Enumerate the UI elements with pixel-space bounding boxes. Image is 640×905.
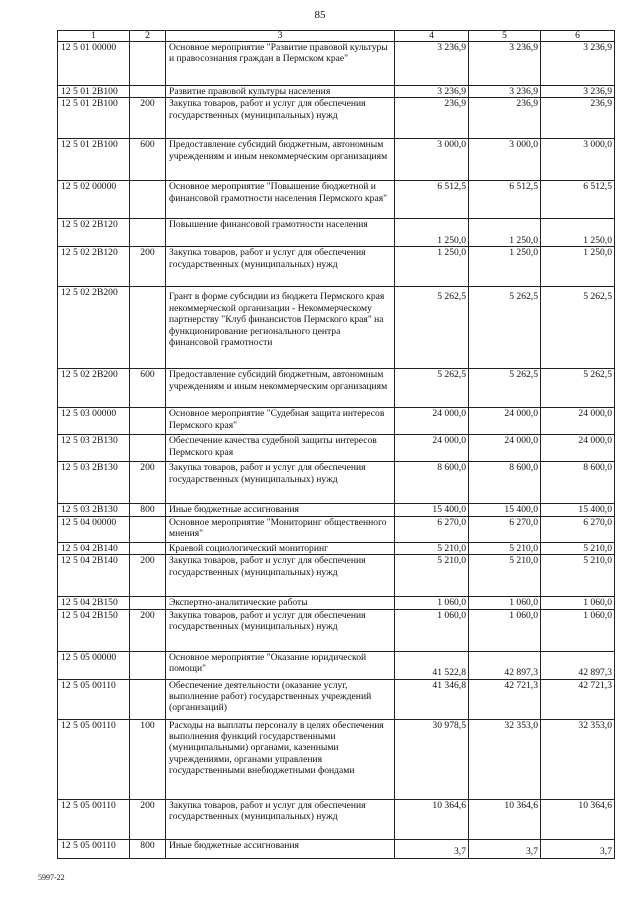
expense-type-code: 200 (130, 247, 166, 287)
amount-col-4: 24 000,0 (395, 435, 469, 462)
amount-col-5: 236,9 (469, 98, 541, 139)
item-name: Основное мероприятие "Мониторинг общественного мнения" (166, 516, 395, 542)
amount-col-6: 1 060,0 (541, 609, 615, 651)
table-header-row (58, 31, 615, 42)
amount-col-6: 5 262,5 (541, 369, 615, 408)
amount-col-6: 6 270,0 (541, 516, 615, 542)
table-row (58, 839, 615, 858)
page-number: 85 (314, 9, 326, 21)
amount-col-6: 6 512,5 (541, 181, 615, 219)
amount-col-4: 8 600,0 (395, 462, 469, 504)
table-row (58, 597, 615, 609)
table-row (58, 98, 615, 139)
header-cell: 1 (58, 31, 130, 42)
header-cell: 5 (469, 31, 541, 42)
expense-type-code (130, 542, 166, 554)
table-row (58, 679, 615, 719)
expense-type-code (130, 597, 166, 609)
amount-col-5: 10 364,6 (469, 799, 541, 839)
table-row (58, 609, 615, 651)
target-article-code: 12 5 03 2В130 (58, 504, 130, 516)
amount-col-6: 1 250,0 (541, 219, 615, 247)
expense-type-code (130, 516, 166, 542)
expense-type-code: 600 (130, 369, 166, 408)
amount-col-5: 5 210,0 (469, 542, 541, 554)
item-name: Основное мероприятие "Развитие правовой культуры и правосознания граждан в Пермском крае" (166, 42, 395, 86)
amount-col-4: 3 000,0 (395, 139, 469, 181)
amount-col-6: 3,7 (541, 839, 615, 858)
target-article-code: 12 5 03 2В130 (58, 462, 130, 504)
amount-col-5: 32 353,0 (469, 719, 541, 799)
expense-type-code: 800 (130, 504, 166, 516)
expense-type-code (130, 42, 166, 86)
table-row (58, 719, 615, 799)
target-article-code: 12 5 01 2В100 (58, 86, 130, 98)
amount-col-6: 42 721,3 (541, 679, 615, 719)
amount-col-5: 1 060,0 (469, 597, 541, 609)
amount-col-4: 24 000,0 (395, 408, 469, 435)
target-article-code: 12 5 05 00110 (58, 839, 130, 858)
item-name: Предоставление субсидий бюджетным, автономным учреждениям и иным некоммерческим организациям (166, 139, 395, 181)
target-article-code: 12 5 04 00000 (58, 516, 130, 542)
table-row (58, 369, 615, 408)
amount-col-5: 3 236,9 (469, 42, 541, 86)
item-name: Краевой социологический мониторинг (166, 542, 395, 554)
amount-col-5: 3 000,0 (469, 139, 541, 181)
table-row (58, 287, 615, 369)
item-name: Закупка товаров, работ и услуг для обеспечения государственных (муниципальных) нужд (166, 247, 395, 287)
amount-col-6: 1 060,0 (541, 597, 615, 609)
target-article-code: 12 5 02 2В200 (58, 369, 130, 408)
item-name: Закупка товаров, работ и услуг для обеспечения государственных (муниципальных) нужд (166, 609, 395, 651)
target-article-code: 12 5 01 2В100 (58, 139, 130, 181)
amount-col-5: 42 897,3 (469, 651, 541, 679)
expense-type-code (130, 408, 166, 435)
amount-col-4: 5 262,5 (395, 287, 469, 369)
amount-col-5: 5 262,5 (469, 369, 541, 408)
table-row (58, 462, 615, 504)
amount-col-4: 5 210,0 (395, 542, 469, 554)
table-row (58, 435, 615, 462)
amount-col-6: 3 000,0 (541, 139, 615, 181)
item-name: Расходы на выплаты персоналу в целях обеспечения выполнения функций государственными (муниципальными) органами, казенными учреждениями, органами управления государственными внебюджетными фондами (166, 719, 395, 799)
amount-col-4: 236,9 (395, 98, 469, 139)
amount-col-5: 8 600,0 (469, 462, 541, 504)
amount-col-6: 5 210,0 (541, 555, 615, 597)
target-article-code: 12 5 02 00000 (58, 181, 130, 219)
target-article-code: 12 5 04 2В140 (58, 555, 130, 597)
amount-col-6: 42 897,3 (541, 651, 615, 679)
target-article-code: 12 5 02 2В120 (58, 247, 130, 287)
expense-type-code: 200 (130, 98, 166, 139)
item-name: Повышение финансовой грамотности населения (166, 219, 395, 247)
amount-col-4: 5 262,5 (395, 369, 469, 408)
item-name: Основное мероприятие "Повышение бюджетной и финансовой грамотности населения Пермского края" (166, 181, 395, 219)
table-row (58, 247, 615, 287)
target-article-code: 12 5 01 00000 (58, 42, 130, 86)
amount-col-5: 5 262,5 (469, 287, 541, 369)
table-row (58, 516, 615, 542)
target-article-code: 12 5 04 2В150 (58, 597, 130, 609)
header-cell: 6 (541, 31, 615, 42)
target-article-code: 12 5 05 00110 (58, 679, 130, 719)
item-name: Предоставление субсидий бюджетным, автономным учреждениям и иным некоммерческим организациям (166, 369, 395, 408)
target-article-code: 12 5 01 2В100 (58, 98, 130, 139)
amount-col-4: 1 250,0 (395, 247, 469, 287)
amount-col-6: 1 250,0 (541, 247, 615, 287)
amount-col-5: 1 060,0 (469, 609, 541, 651)
amount-col-4: 10 364,6 (395, 799, 469, 839)
amount-col-4: 5 210,0 (395, 555, 469, 597)
target-article-code: 12 5 03 00000 (58, 408, 130, 435)
expense-type-code (130, 435, 166, 462)
amount-col-6: 5 262,5 (541, 287, 615, 369)
table-row (58, 504, 615, 516)
amount-col-6: 32 353,0 (541, 719, 615, 799)
item-name: Закупка товаров, работ и услуг для обеспечения государственных (муниципальных) нужд (166, 98, 395, 139)
item-name: Обеспечение качества судебной защиты интересов Пермского края (166, 435, 395, 462)
target-article-code: 12 5 04 2В140 (58, 542, 130, 554)
amount-col-4: 6 512,5 (395, 181, 469, 219)
item-name: Закупка товаров, работ и услуг для обеспечения государственных (муниципальных) нужд (166, 555, 395, 597)
amount-col-6: 15 400,0 (541, 504, 615, 516)
amount-col-5: 3 236,9 (469, 86, 541, 98)
header-cell: 4 (395, 31, 469, 42)
document-code: 5997-22 (38, 873, 65, 882)
target-article-code: 12 5 03 2В130 (58, 435, 130, 462)
amount-col-4: 1 250,0 (395, 219, 469, 247)
amount-col-4: 41 346,8 (395, 679, 469, 719)
budget-table (57, 30, 615, 859)
expense-type-code (130, 219, 166, 247)
target-article-code: 12 5 05 00110 (58, 719, 130, 799)
amount-col-6: 3 236,9 (541, 42, 615, 86)
expense-type-code (130, 287, 166, 369)
table-row (58, 542, 615, 554)
item-name: Закупка товаров, работ и услуг для обеспечения государственных (муниципальных) нужд (166, 799, 395, 839)
table-row (58, 799, 615, 839)
table-row (58, 651, 615, 679)
amount-col-5: 3,7 (469, 839, 541, 858)
table-row (58, 86, 615, 98)
item-name: Грант в форме субсидии из бюджета Пермского края некоммерческой организации - Некоммерческому партнерству "Клуб финансистов Пермского края" на функционирование регионального центра финансовой грамотности (166, 287, 395, 369)
amount-col-5: 6 512,5 (469, 181, 541, 219)
expense-type-code: 100 (130, 719, 166, 799)
item-name: Закупка товаров, работ и услуг для обеспечения государственных (муниципальных) нужд (166, 462, 395, 504)
amount-col-5: 6 270,0 (469, 516, 541, 542)
amount-col-4: 3 236,9 (395, 42, 469, 86)
amount-col-4: 3,7 (395, 839, 469, 858)
amount-col-5: 1 250,0 (469, 219, 541, 247)
amount-col-4: 3 236,9 (395, 86, 469, 98)
target-article-code: 12 5 04 2В150 (58, 609, 130, 651)
table-row (58, 555, 615, 597)
target-article-code: 12 5 02 2В120 (58, 219, 130, 247)
expense-type-code (130, 86, 166, 98)
amount-col-4: 1 060,0 (395, 597, 469, 609)
amount-col-4: 1 060,0 (395, 609, 469, 651)
expense-type-code (130, 679, 166, 719)
amount-col-6: 5 210,0 (541, 542, 615, 554)
amount-col-4: 6 270,0 (395, 516, 469, 542)
amount-col-6: 8 600,0 (541, 462, 615, 504)
table-row (58, 408, 615, 435)
amount-col-4: 30 978,5 (395, 719, 469, 799)
item-name: Развитие правовой культуры населения (166, 86, 395, 98)
amount-col-6: 10 364,6 (541, 799, 615, 839)
item-name: Иные бюджетные ассигнования (166, 839, 395, 858)
item-name: Основное мероприятие "Судебная защита интересов Пермского края" (166, 408, 395, 435)
expense-type-code: 200 (130, 609, 166, 651)
expense-type-code: 200 (130, 799, 166, 839)
amount-col-5: 24 000,0 (469, 435, 541, 462)
item-name: Экспертно-аналитические работы (166, 597, 395, 609)
amount-col-6: 24 000,0 (541, 435, 615, 462)
amount-col-4: 41 522,8 (395, 651, 469, 679)
item-name: Основное мероприятие "Оказание юридической помощи" (166, 651, 395, 679)
expense-type-code: 800 (130, 839, 166, 858)
amount-col-5: 5 210,0 (469, 555, 541, 597)
header-cell: 2 (130, 31, 166, 42)
expense-type-code (130, 651, 166, 679)
expense-type-code (130, 181, 166, 219)
amount-col-5: 15 400,0 (469, 504, 541, 516)
expense-type-code: 600 (130, 139, 166, 181)
expense-type-code: 200 (130, 462, 166, 504)
table-row (58, 181, 615, 219)
item-name: Обеспечение деятельности (оказание услуг, выполнение работ) государственных учреждений (организаций) (166, 679, 395, 719)
item-name: Иные бюджетные ассигнования (166, 504, 395, 516)
target-article-code: 12 5 05 00000 (58, 651, 130, 679)
amount-col-6: 3 236,9 (541, 86, 615, 98)
amount-col-5: 24 000,0 (469, 408, 541, 435)
amount-col-5: 42 721,3 (469, 679, 541, 719)
table-row (58, 139, 615, 181)
target-article-code: 12 5 05 00110 (58, 799, 130, 839)
amount-col-6: 236,9 (541, 98, 615, 139)
expense-type-code: 200 (130, 555, 166, 597)
amount-col-5: 1 250,0 (469, 247, 541, 287)
header-cell: 3 (166, 31, 395, 42)
amount-col-6: 24 000,0 (541, 408, 615, 435)
target-article-code: 12 5 02 2В200 (58, 287, 130, 369)
table-row (58, 219, 615, 247)
amount-col-4: 15 400,0 (395, 504, 469, 516)
table-row (58, 42, 615, 86)
